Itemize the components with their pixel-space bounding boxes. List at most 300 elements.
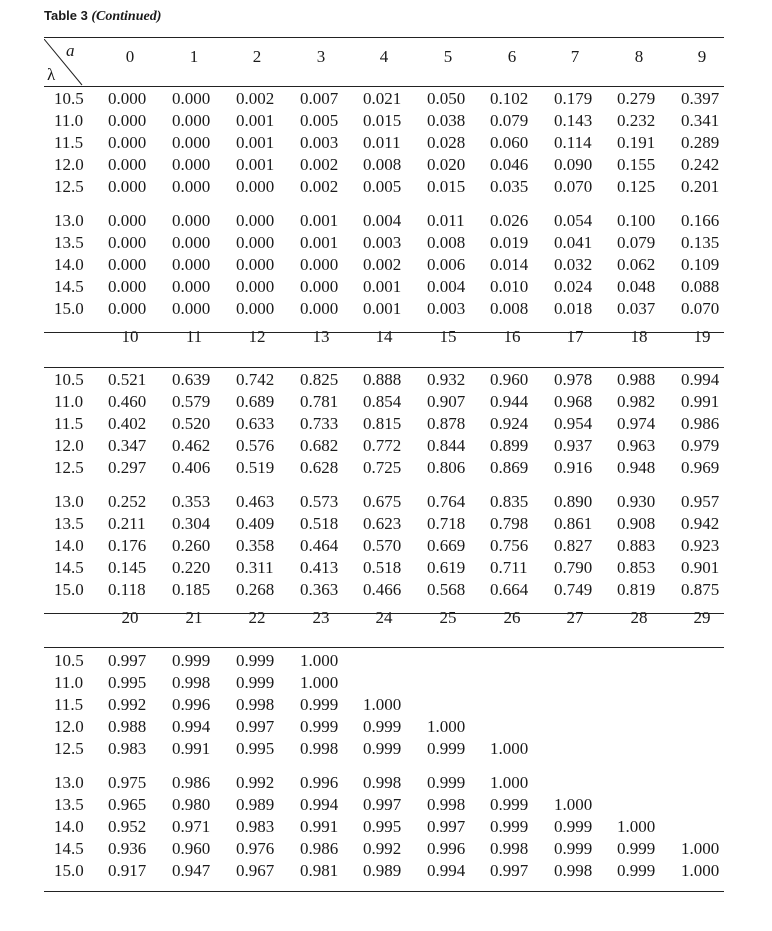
table-cell: 0.988 <box>108 717 147 737</box>
table-cell: 0.003 <box>427 299 466 319</box>
table-cell: 0.899 <box>490 436 529 456</box>
table-cell: 0.916 <box>554 458 593 478</box>
table-cell: 0.004 <box>363 211 402 230</box>
table-cell: 0.297 <box>108 458 147 478</box>
column-header: 2 <box>252 47 262 66</box>
table-cell: 0.994 <box>300 795 339 815</box>
table-cell: 0.015 <box>363 111 402 131</box>
table-cell: 1.000 <box>617 817 656 837</box>
table-cell: 0.000 <box>108 211 147 230</box>
table-cell: 0.035 <box>490 177 529 197</box>
table-cell: 0.079 <box>490 111 529 131</box>
table-cell: 1.000 <box>490 739 529 759</box>
table-cell: 0.353 <box>172 492 211 511</box>
table-cell: 0.020 <box>427 155 466 175</box>
table-cell: 0.000 <box>236 233 275 253</box>
table-cell: 0.932 <box>427 370 466 389</box>
table-cell: 0.711 <box>490 558 528 578</box>
table-cell: 0.619 <box>427 558 466 578</box>
table-rule <box>44 647 724 648</box>
table-cell: 0.853 <box>617 558 656 578</box>
table-cell: 0.000 <box>108 255 147 275</box>
table-cell: 0.999 <box>490 795 529 815</box>
table-cell: 0.002 <box>236 89 275 108</box>
table-cell: 0.994 <box>427 861 466 881</box>
table-cell: 0.981 <box>300 861 339 881</box>
table-cell: 0.999 <box>490 817 529 837</box>
table-cell: 0.062 <box>617 255 656 275</box>
column-header: 11 <box>185 327 203 346</box>
table-cell: 0.260 <box>172 536 211 556</box>
table-cell: 0.005 <box>300 111 339 131</box>
lambda-label: 14.5 <box>54 277 84 297</box>
table-cell: 0.999 <box>236 673 275 693</box>
table-cell: 0.997 <box>363 795 402 815</box>
table-rule <box>44 367 724 368</box>
table-cell: 0.347 <box>108 436 147 456</box>
corner-header <box>44 39 84 87</box>
lambda-label: 11.0 <box>54 111 84 131</box>
column-header: 15 <box>439 327 457 346</box>
column-header: 4 <box>379 47 389 66</box>
table-cell: 0.406 <box>172 458 211 478</box>
table-cell: 0.917 <box>108 861 147 881</box>
table-cell: 0.772 <box>363 436 402 456</box>
table-cell: 0.994 <box>681 370 720 389</box>
table-cell: 0.341 <box>681 111 720 131</box>
table-cell: 0.944 <box>490 392 529 412</box>
table-cell: 0.947 <box>172 861 211 881</box>
table-cell: 0.978 <box>554 370 593 389</box>
table-cell: 0.048 <box>617 277 656 297</box>
table-cell: 0.948 <box>617 458 656 478</box>
lambda-label: 14.5 <box>54 839 84 859</box>
table-cell: 0.397 <box>681 89 720 108</box>
table-cell: 0.026 <box>490 211 529 230</box>
table-cell: 0.211 <box>108 514 146 534</box>
table-cell: 0.000 <box>172 89 211 108</box>
table-cell: 0.220 <box>172 558 211 578</box>
table-cell: 0.989 <box>236 795 275 815</box>
table-cell: 0.997 <box>490 861 529 881</box>
table-cell: 0.000 <box>172 133 211 153</box>
table-cell: 0.135 <box>681 233 720 253</box>
table-cell: 0.015 <box>427 177 466 197</box>
lambda-label: 14.0 <box>54 817 84 837</box>
table-cell: 0.995 <box>236 739 275 759</box>
table-cell: 0.997 <box>427 817 466 837</box>
table-cell: 1.000 <box>300 673 339 693</box>
table-cell: 0.289 <box>681 133 720 153</box>
table-cell: 0.992 <box>363 839 402 859</box>
table-cell: 0.998 <box>236 695 275 715</box>
table-cell: 0.145 <box>108 558 147 578</box>
lambda-label: 14.0 <box>54 536 84 556</box>
column-header: 12 <box>248 327 266 346</box>
table-cell: 0.983 <box>108 739 147 759</box>
table-cell: 0.232 <box>617 111 656 131</box>
lambda-label: 11.5 <box>54 414 84 434</box>
table-cell: 0.024 <box>554 277 593 297</box>
table-cell: 0.965 <box>108 795 147 815</box>
table-cell: 1.000 <box>427 717 466 737</box>
table-cell: 0.798 <box>490 514 529 534</box>
lambda-label: 13.5 <box>54 514 84 534</box>
table-cell: 0.980 <box>172 795 211 815</box>
table-cell: 0.988 <box>617 370 656 389</box>
table-cell: 0.999 <box>427 739 466 759</box>
table-cell: 0.000 <box>172 177 211 197</box>
table-cell: 0.986 <box>300 839 339 859</box>
table-cell: 0.664 <box>490 580 529 600</box>
table-cell: 0.000 <box>236 299 275 319</box>
table-cell: 0.002 <box>300 177 339 197</box>
table-cell: 0.854 <box>363 392 402 412</box>
table-cell: 0.996 <box>427 839 466 859</box>
table-cell: 0.806 <box>427 458 466 478</box>
lambda-label: 15.0 <box>54 861 84 881</box>
table-cell: 0.975 <box>108 773 147 792</box>
table-cell: 0.639 <box>172 370 211 389</box>
column-header: 7 <box>570 47 580 66</box>
table-cell: 0.518 <box>300 514 339 534</box>
table-cell: 0.000 <box>108 233 147 253</box>
table-continued-label: (Continued) <box>91 9 162 24</box>
table-cell: 0.000 <box>172 233 211 253</box>
table-cell: 0.176 <box>108 536 147 556</box>
table-cell: 0.001 <box>236 111 275 131</box>
table-cell: 0.001 <box>300 233 339 253</box>
column-header: 22 <box>248 608 266 627</box>
table-cell: 0.968 <box>554 392 593 412</box>
lambda-label: 12.5 <box>54 177 84 197</box>
column-header: 3 <box>316 47 326 66</box>
table-cell: 0.991 <box>172 739 211 759</box>
lambda-label: 15.0 <box>54 299 84 319</box>
table-cell: 0.991 <box>300 817 339 837</box>
table-cell: 0.402 <box>108 414 147 434</box>
table-cell: 0.908 <box>617 514 656 534</box>
table-cell: 0.050 <box>427 89 466 108</box>
lambda-label: 11.0 <box>54 392 84 412</box>
table-cell: 0.014 <box>490 255 529 275</box>
table-cell: 0.923 <box>681 536 720 556</box>
table-cell: 0.835 <box>490 492 529 511</box>
table-cell: 0.628 <box>300 458 339 478</box>
table-cell: 0.000 <box>108 277 147 297</box>
table-cell: 0.954 <box>554 414 593 434</box>
table-cell: 0.041 <box>554 233 593 253</box>
table-cell: 0.682 <box>300 436 339 456</box>
table-cell: 0.967 <box>236 861 275 881</box>
table-cell: 0.002 <box>300 155 339 175</box>
column-header: 6 <box>507 47 517 66</box>
table-cell: 0.999 <box>427 773 466 792</box>
table-cell: 0.460 <box>108 392 147 412</box>
column-header: 21 <box>185 608 203 627</box>
table-cell: 0.995 <box>363 817 402 837</box>
table-cell: 0.011 <box>427 211 465 230</box>
table-cell: 0.021 <box>363 89 402 108</box>
table-cell: 0.819 <box>617 580 656 600</box>
table-cell: 0.519 <box>236 458 275 478</box>
column-header: 10 <box>121 327 139 346</box>
table-cell: 0.001 <box>300 211 339 230</box>
table-cell: 0.742 <box>236 370 275 389</box>
lambda-label: 10.5 <box>54 89 84 108</box>
column-header: 20 <box>121 608 139 627</box>
table-cell: 0.242 <box>681 155 720 175</box>
table-cell: 0.936 <box>108 839 147 859</box>
table-cell: 0.969 <box>681 458 720 478</box>
table-cell: 0.764 <box>427 492 466 511</box>
table-cell: 0.002 <box>363 255 402 275</box>
table-cell: 0.102 <box>490 89 529 108</box>
table-cell: 0.000 <box>300 277 339 297</box>
table-cell: 0.924 <box>490 414 529 434</box>
table-cell: 0.570 <box>363 536 402 556</box>
table-cell: 0.000 <box>108 177 147 197</box>
table-cell: 0.982 <box>617 392 656 412</box>
column-header: 24 <box>375 608 393 627</box>
column-header: 0 <box>125 47 135 66</box>
table-cell: 0.060 <box>490 133 529 153</box>
table-cell: 0.520 <box>172 414 211 434</box>
table-cell: 0.974 <box>617 414 656 434</box>
table-cell: 0.000 <box>108 299 147 319</box>
column-header: 5 <box>443 47 453 66</box>
table-cell: 0.979 <box>681 436 720 456</box>
table-cell: 0.463 <box>236 492 275 511</box>
table-cell: 0.689 <box>236 392 275 412</box>
table-cell: 0.185 <box>172 580 211 600</box>
table-cell: 0.000 <box>108 89 147 108</box>
table-cell: 0.125 <box>617 177 656 197</box>
table-cell: 0.038 <box>427 111 466 131</box>
table-cell: 0.358 <box>236 536 275 556</box>
table-cell: 0.869 <box>490 458 529 478</box>
table-cell: 0.937 <box>554 436 593 456</box>
table-cell: 0.991 <box>681 392 720 412</box>
table-cell: 0.875 <box>681 580 720 600</box>
table-cell: 0.019 <box>490 233 529 253</box>
table-cell: 0.466 <box>363 580 402 600</box>
table-cell: 0.000 <box>172 155 211 175</box>
table-cell: 0.907 <box>427 392 466 412</box>
table-cell: 0.781 <box>300 392 339 412</box>
column-header: 26 <box>503 608 521 627</box>
table-cell: 0.008 <box>427 233 466 253</box>
table-rule <box>44 891 724 892</box>
table-rule <box>44 613 724 614</box>
lambda-label: 14.0 <box>54 255 84 275</box>
table-cell: 0.000 <box>236 255 275 275</box>
table-cell: 0.003 <box>300 133 339 153</box>
lambda-label: 12.5 <box>54 739 84 759</box>
table-cell: 0.008 <box>363 155 402 175</box>
table-cell: 1.000 <box>363 695 402 715</box>
table-cell: 0.999 <box>300 695 339 715</box>
table-cell: 0.032 <box>554 255 593 275</box>
table-cell: 0.363 <box>300 580 339 600</box>
column-header: 29 <box>693 608 711 627</box>
table-cell: 0.960 <box>172 839 211 859</box>
table-cell: 0.901 <box>681 558 720 578</box>
table-cell: 0.675 <box>363 492 402 511</box>
table-cell: 0.999 <box>617 839 656 859</box>
table-cell: 0.718 <box>427 514 466 534</box>
table-cell: 0.999 <box>236 651 275 670</box>
table-cell: 0.992 <box>236 773 275 792</box>
table-cell: 0.001 <box>236 133 275 153</box>
lambda-label: 11.0 <box>54 673 84 693</box>
table-cell: 0.000 <box>108 111 147 131</box>
table-cell: 0.000 <box>300 255 339 275</box>
table-cell: 0.118 <box>108 580 146 600</box>
lambda-label: 12.0 <box>54 717 84 737</box>
table-cell: 0.888 <box>363 370 402 389</box>
table-cell: 0.088 <box>681 277 720 297</box>
table-cell: 0.155 <box>617 155 656 175</box>
table-cell: 0.568 <box>427 580 466 600</box>
table-cell: 0.079 <box>617 233 656 253</box>
lambda-label: 11.5 <box>54 695 84 715</box>
table-cell: 0.995 <box>108 673 147 693</box>
column-header: 25 <box>439 608 457 627</box>
table-cell: 0.004 <box>427 277 466 297</box>
table-cell: 1.000 <box>300 651 339 670</box>
table-cell: 1.000 <box>681 839 720 859</box>
column-header: 9 <box>697 47 707 66</box>
table-cell: 0.827 <box>554 536 593 556</box>
table-cell: 0.999 <box>617 861 656 881</box>
table-cell: 0.003 <box>363 233 402 253</box>
table-cell: 0.579 <box>172 392 211 412</box>
table-cell: 0.008 <box>490 299 529 319</box>
table-cell: 0.054 <box>554 211 593 230</box>
column-header: 27 <box>566 608 584 627</box>
table-cell: 0.166 <box>681 211 720 230</box>
table-cell: 0.000 <box>172 277 211 297</box>
table-cell: 0.997 <box>108 651 147 670</box>
table-cell: 0.011 <box>363 133 401 153</box>
table-cell: 0.000 <box>236 211 275 230</box>
lambda-label: 12.5 <box>54 458 84 478</box>
table-cell: 1.000 <box>554 795 593 815</box>
column-header: 1 <box>189 47 199 66</box>
table-cell: 0.006 <box>427 255 466 275</box>
lambda-label: 13.5 <box>54 795 84 815</box>
table-cell: 0.999 <box>300 717 339 737</box>
lambda-label: 13.0 <box>54 211 84 230</box>
table-cell: 0.633 <box>236 414 275 434</box>
table-cell: 0.070 <box>681 299 720 319</box>
table-cell: 0.952 <box>108 817 147 837</box>
table-cell: 0.999 <box>554 839 593 859</box>
lambda-label: 10.5 <box>54 370 84 389</box>
table-cell: 0.114 <box>554 133 592 153</box>
table-cell: 0.143 <box>554 111 593 131</box>
table-cell: 0.998 <box>490 839 529 859</box>
table-cell: 0.000 <box>172 299 211 319</box>
table-cell: 0.279 <box>617 89 656 108</box>
table-cell: 0.005 <box>363 177 402 197</box>
table-cell: 0.464 <box>300 536 339 556</box>
table-cell: 0.007 <box>300 89 339 108</box>
table-cell: 0.010 <box>490 277 529 297</box>
column-header: 8 <box>634 47 644 66</box>
table-cell: 0.998 <box>300 739 339 759</box>
table-cell: 0.986 <box>681 414 720 434</box>
table-cell: 0.573 <box>300 492 339 511</box>
table-cell: 0.000 <box>236 177 275 197</box>
table-cell: 0.790 <box>554 558 593 578</box>
table-cell: 0.623 <box>363 514 402 534</box>
table-cell: 0.998 <box>172 673 211 693</box>
table-cell: 0.001 <box>236 155 275 175</box>
table-cell: 0.963 <box>617 436 656 456</box>
table-cell: 0.733 <box>300 414 339 434</box>
lambda-label: 12.0 <box>54 155 84 175</box>
column-header: 16 <box>503 327 521 346</box>
column-variable-label: a <box>66 41 75 60</box>
table-cell: 0.992 <box>108 695 147 715</box>
table-rule <box>44 37 724 38</box>
table-cell: 0.268 <box>236 580 275 600</box>
lambda-label: 10.5 <box>54 651 84 670</box>
lambda-label: 14.5 <box>54 558 84 578</box>
table-cell: 0.844 <box>427 436 466 456</box>
table-cell: 0.179 <box>554 89 593 108</box>
table-cell: 0.996 <box>172 695 211 715</box>
table-rule <box>44 332 724 333</box>
table-cell: 0.409 <box>236 514 275 534</box>
table-cell: 0.999 <box>363 717 402 737</box>
table-cell: 0.669 <box>427 536 466 556</box>
table-cell: 0.521 <box>108 370 147 389</box>
table-cell: 0.576 <box>236 436 275 456</box>
table-cell: 0.109 <box>681 255 720 275</box>
table-cell: 0.018 <box>554 299 593 319</box>
table-cell: 0.000 <box>172 255 211 275</box>
table-number: Table 3 <box>44 8 88 23</box>
table-cell: 0.883 <box>617 536 656 556</box>
table-cell: 0.890 <box>554 492 593 511</box>
table-cell: 0.028 <box>427 133 466 153</box>
table-cell: 0.998 <box>427 795 466 815</box>
lambda-label: 11.5 <box>54 133 84 153</box>
table-cell: 0.000 <box>236 277 275 297</box>
table-cell: 0.000 <box>172 211 211 230</box>
table-cell: 0.311 <box>236 558 274 578</box>
table-cell: 0.413 <box>300 558 339 578</box>
column-header: 23 <box>312 608 330 627</box>
table-cell: 0.825 <box>300 370 339 389</box>
column-header: 19 <box>693 327 711 346</box>
table-cell: 0.000 <box>108 155 147 175</box>
row-variable-label: λ <box>47 65 56 84</box>
lambda-label: 15.0 <box>54 580 84 600</box>
table-cell: 0.976 <box>236 839 275 859</box>
lambda-label: 13.5 <box>54 233 84 253</box>
table-cell: 0.878 <box>427 414 466 434</box>
lambda-label: 13.0 <box>54 773 84 792</box>
table-cell: 0.999 <box>554 817 593 837</box>
table-cell: 0.201 <box>681 177 720 197</box>
column-header: 28 <box>630 608 648 627</box>
table-cell: 0.070 <box>554 177 593 197</box>
table-cell: 0.000 <box>108 133 147 153</box>
